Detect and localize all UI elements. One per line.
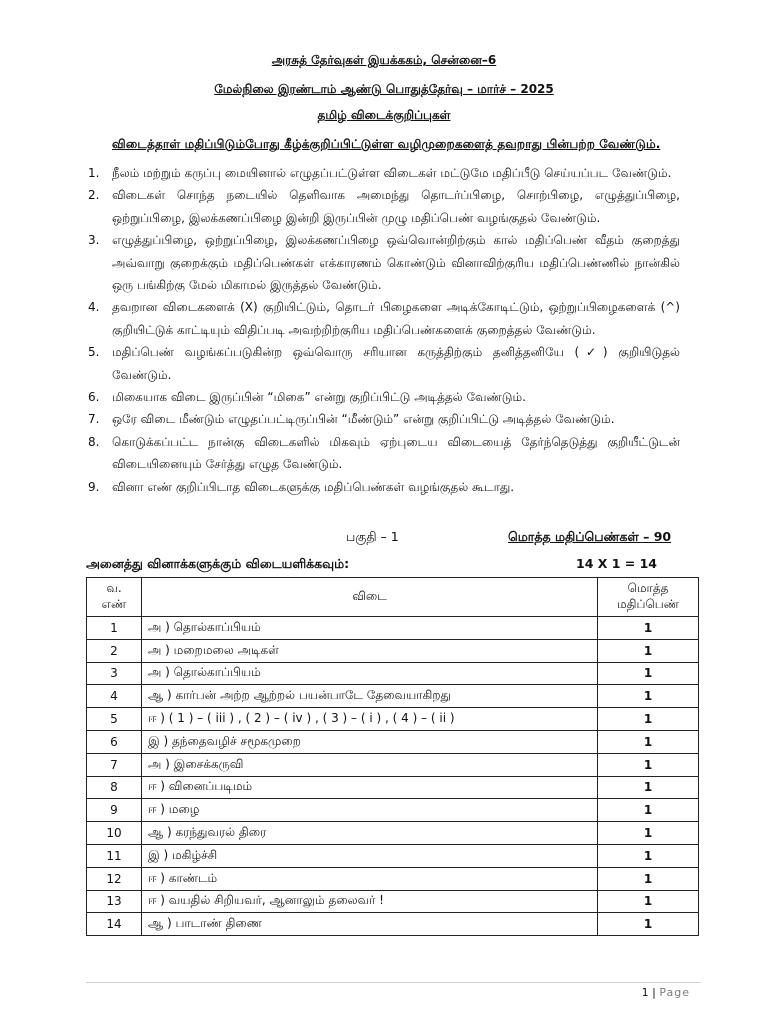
header-answer: விடை [142, 578, 598, 617]
answer-cell: ஈ ) ( 1 ) – ( iii ) , ( 2 ) – ( iv ) , ( 3 ) – ( i ) , ( 4 ) – ( ii ) [142, 708, 598, 731]
total-marks: மொத்த மதிப்பெண்கள் – 90 [508, 529, 672, 544]
marks-cell: 1 [598, 890, 699, 913]
header-marks: மொத்த மதிப்பெண் [598, 578, 699, 617]
answer-cell: ஆ ) கார்பன் அற்ற ஆற்றல் பயன்பாடே தேவையாகிறது [142, 685, 598, 708]
rule-text: கொடுக்கப்பட்ட நான்கு விடைகளில் மிகவும் ஏற்புடைய விடையைத் தேர்ந்தெடுத்து குறியீட்டுடன் விடையினையும் சேர்த்து எழுத வேண்டும். [112, 434, 680, 472]
table-row [87, 776, 699, 799]
answer-cell: அ ) தொல்காப்பியம் [142, 662, 598, 685]
answer-cell: இ ) மகிழ்ச்சி [142, 844, 598, 867]
question-number: 13 [87, 890, 142, 913]
question-number: 5 [87, 708, 142, 731]
table-row [87, 913, 699, 936]
answer-cell: ஆ ) கரந்துவரல் திரை [142, 822, 598, 845]
header-qno: வ. எண் [87, 578, 142, 617]
rule-item [88, 229, 680, 296]
rule-text: ஒரே விடை மீண்டும் எழுதப்பட்டிருப்பின் “மீண்டும்” என்று குறிப்பிட்டு அடித்தல் வேண்டும். [112, 412, 615, 427]
marks-cell: 1 [598, 913, 699, 936]
question-number: 8 [87, 776, 142, 799]
table-header-row [87, 578, 699, 617]
rule-text: விடைகள் சொந்த நடையில் தெளிவாக அமைந்து தொடர்ப்பிழை, சொற்பிழை, எழுத்துப்பிழை, ஒற்றுப்பிழை, இலக்கணப்பிழை இன்றி இருப்பின் முழு மதிப்பெண் வழங்குதல் வேண்டும். [112, 188, 680, 225]
answer-table [86, 577, 699, 936]
page-number: 1 [641, 986, 649, 999]
rule-item [88, 296, 680, 341]
answer-cell: ஈ ) வயதில் சிறியவர், ஆனாலும் தலைவர் ! [142, 890, 598, 913]
answer-cell: ஈ ) காண்டம் [142, 867, 598, 890]
rule-number: 8. [88, 434, 100, 449]
table-row [87, 753, 699, 776]
rule-text: மிகையாக விடை இருப்பின் “மிகை” என்று குறிப்பிட்டு அடித்தல் வேண்டும். [112, 390, 526, 405]
marks-cell: 1 [598, 617, 699, 640]
marks-cell: 1 [598, 639, 699, 662]
table-row [87, 822, 699, 845]
rule-item [88, 431, 680, 476]
table-row [87, 662, 699, 685]
part-label: பகுதி – 1 [346, 529, 399, 544]
table-row [87, 867, 699, 890]
rule-text: எழுத்துப்பிழை, ஒற்றுப்பிழை, இலக்கணப்பிழை ஒவ்வொன்றிற்கும் கால் மதிப்பெண் வீதம் குறைத்து அவ்வாறு குறைக்கும் மதிப்பெண்கள் எக்காரணம் கொண்டும் வினாவிற்குரிய மதிப்பெண்ணில் நான்கில் ஒரு பங்கிற்கு மேல் மிகாமல் இருத்தல் வேண்டும். [112, 233, 680, 293]
rule-item [88, 408, 680, 430]
answer-cell: ஈ ) வினைப்படிமம் [142, 776, 598, 799]
rule-number: 3. [88, 233, 100, 248]
question-number: 6 [87, 730, 142, 753]
marks-cell: 1 [598, 685, 699, 708]
question-number: 2 [87, 639, 142, 662]
table-row [87, 685, 699, 708]
marks-cell: 1 [598, 753, 699, 776]
rule-number: 7. [88, 412, 100, 427]
rule-number: 4. [88, 300, 100, 315]
table-row [87, 844, 699, 867]
question-number: 1 [87, 617, 142, 640]
page-label: Page [659, 986, 690, 999]
rule-item [88, 476, 680, 498]
answer-cell: இ ) தந்தைவழிச் சமூகமுறை [142, 730, 598, 753]
question-number: 11 [87, 844, 142, 867]
answer-cell: அ ) தொல்காப்பியம் [142, 617, 598, 640]
answer-cell: ஆ ) பாடாண் திணை [142, 913, 598, 936]
rule-text: தவறான விடைகளைக் (X) குறியிட்டும், தொடர் பிழைகளை அடிக்கோடிட்டும், ஒற்றுப்பிழைகளைக் (^) குறியிட்டுக் காட்டியும் விதிப்படி அவற்றிற்குரிய மதிப்பெண்களைக் குறைத்தல் வேண்டும். [112, 300, 680, 337]
marks-cell: 1 [598, 822, 699, 845]
question-number: 7 [87, 753, 142, 776]
rule-text: வினா எண் குறிப்பிடாத விடைகளுக்கு மதிப்பெண்கள் வழங்குதல் கூடாது. [112, 479, 515, 494]
answer-cell: அ ) இசைக்கருவி [142, 753, 598, 776]
score-formula: 14 X 1 = 14 [576, 556, 658, 571]
table-row [87, 890, 699, 913]
question-number: 10 [87, 822, 142, 845]
rule-item [88, 386, 680, 408]
rule-text: மதிப்பெண் வழங்கப்படுகின்ற ஒவ்வொரு சரியான கருத்திற்கும் தனித்தனியே (✓) குறியிடுதல் வேண்டும். [112, 345, 680, 382]
rule-number: 6. [88, 390, 100, 405]
rule-number: 5. [88, 345, 100, 360]
question-number: 3 [87, 662, 142, 685]
rule-item [88, 341, 680, 386]
question-number: 4 [87, 685, 142, 708]
rule-item [88, 184, 680, 229]
marks-cell: 1 [598, 844, 699, 867]
table-row [87, 708, 699, 731]
page-footer [642, 986, 690, 999]
marks-cell: 1 [598, 799, 699, 822]
footer-divider [86, 982, 701, 983]
instructions-heading: விடைத்தாள் மதிப்பிடும்போது கீழ்க்குறிப்பிட்டுள்ள வழிமுறைகளைத் தவறாது பின்பற்ற வேண்டும். [112, 137, 661, 151]
page-separator: | [652, 986, 656, 999]
rule-number: 9. [88, 479, 100, 494]
header-exam-title: மேல்நிலை இரண்டாம் ஆண்டு பொதுத்தேர்வு – மார்ச் – 2025 [214, 82, 554, 96]
rule-item [88, 162, 680, 184]
table-row [87, 799, 699, 822]
marks-cell: 1 [598, 662, 699, 685]
section-instruction: அனைத்து வினாக்களுக்கும் விடையளிக்கவும்: [86, 556, 350, 571]
rule-text: நீலம் மற்றும் கருப்பு மையினால் எழுதப்பட்டுள்ள விடைகள் மட்டுமே மதிப்பீடு செய்யப்பட வேண்டும். [112, 166, 672, 180]
header-answer-key-title: தமிழ் விடைக்குறிப்புகள் [317, 108, 451, 122]
table-row [87, 639, 699, 662]
question-number: 14 [87, 913, 142, 936]
marks-cell: 1 [598, 730, 699, 753]
table-row [87, 730, 699, 753]
question-number: 9 [87, 799, 142, 822]
marks-cell: 1 [598, 867, 699, 890]
rules-list [88, 162, 680, 498]
marks-cell: 1 [598, 708, 699, 731]
question-number: 12 [87, 867, 142, 890]
answer-cell: ஈ ) மழை [142, 799, 598, 822]
rule-number: 2. [88, 188, 100, 203]
answer-cell: அ ) மறைமலை அடிகள் [142, 639, 598, 662]
header-directorate: அரசுத் தேர்வுகள் இயக்ககம், சென்னை–6 [271, 53, 497, 67]
rule-number: 1. [88, 166, 100, 180]
table-row [87, 617, 699, 640]
marks-cell: 1 [598, 776, 699, 799]
